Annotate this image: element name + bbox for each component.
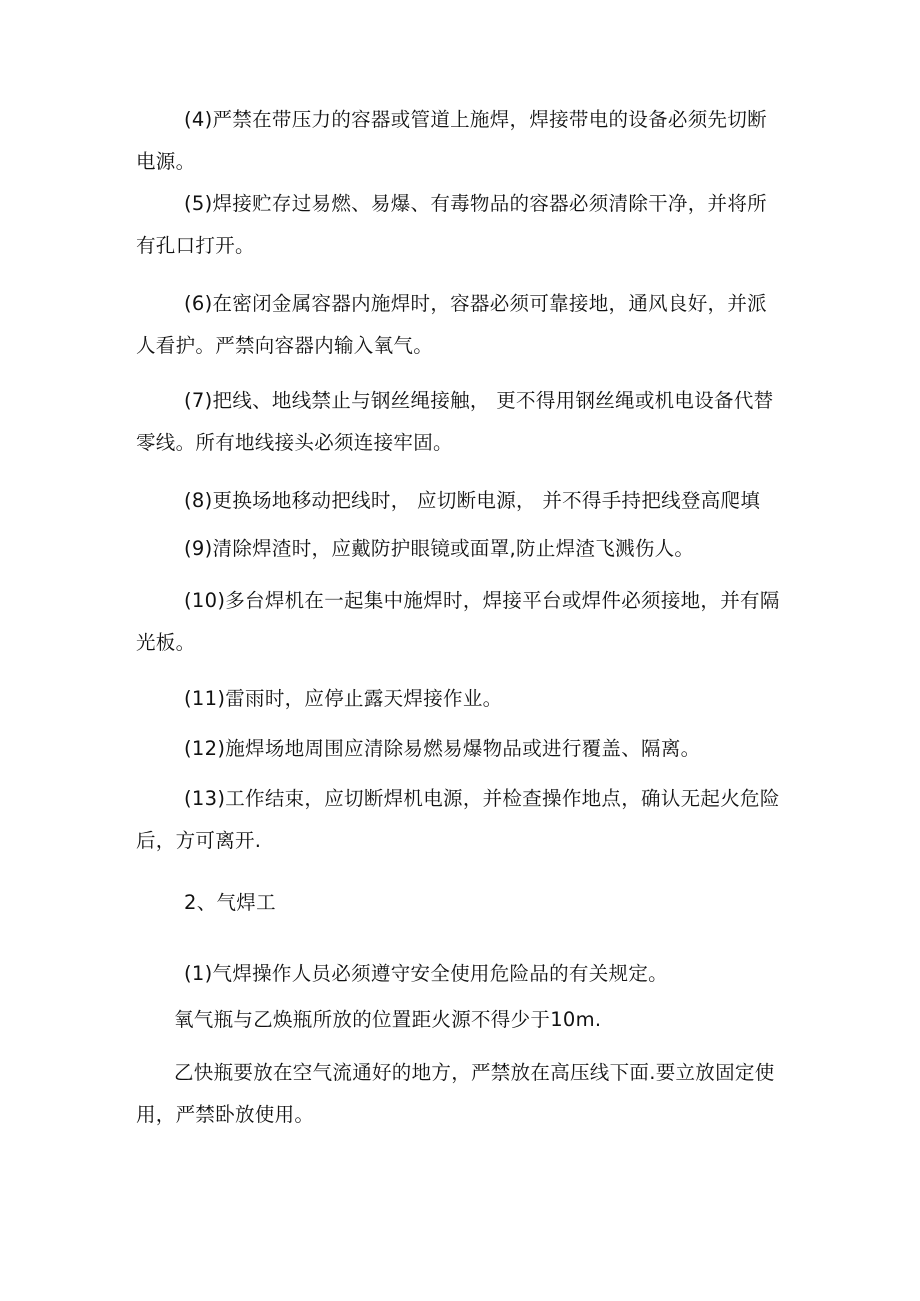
- paragraph-line: (12)施焊场地周围应清除易燃易爆物品或进行覆盖、隔离。: [184, 737, 701, 760]
- paragraph-13: [136, 778, 784, 862]
- paragraph-line: 乙快瓶要放在空气流通好的地方，严禁放在高压线下面.要立放固定使: [174, 1061, 775, 1084]
- paragraph-line: (13)工作结束，应切断焊机电源，并检查操作地点，确认无起火危险: [184, 787, 780, 810]
- paragraph-line: (11)雷雨时，应停止露天焊接作业。: [184, 687, 503, 710]
- paragraph-line: 后，方可离开.: [136, 829, 262, 852]
- paragraph-line: (9)清除焊渣时，应戴防护眼镜或面罩,防止焊渣飞溅伤人。: [184, 537, 695, 560]
- paragraph-7: [136, 380, 784, 464]
- paragraph-6: [136, 283, 784, 367]
- paragraph-line: (6)在密闭金属容器内施焊时，容器必须可靠接地，通风良好，并派: [184, 292, 767, 315]
- paragraph-line: (10)多台焊机在一起集中施焊时，焊接平台或焊件必须接地，并有隔: [184, 589, 780, 612]
- paragraph-line: 有孔口打开。: [136, 234, 255, 257]
- paragraph-line: (1)气焊操作人员必须遵守安全使用危险品的有关规定。: [184, 962, 668, 985]
- paragraph-oxygen-distance: [136, 999, 784, 1041]
- paragraph-4: [136, 99, 784, 183]
- paragraph-line: (5)焊接贮存过易燃、易爆、有毒物品的容器必须清除干净，并将所: [184, 192, 767, 215]
- paragraph-9: [136, 528, 784, 570]
- paragraph-line: (8)更换场地移动把线时， 应切断电源， 并不得手持把线登高爬填: [184, 489, 761, 512]
- paragraph-line: 光板。: [136, 631, 196, 654]
- paragraph-gas-1: [136, 953, 784, 995]
- paragraph-line: 人看护。严禁向容器内输入氧气。: [136, 334, 434, 357]
- paragraph-line: (4)严禁在带压力的容器或管道上施焊，焊接带电的设备必须先切断: [184, 108, 767, 131]
- paragraph-12: [136, 728, 784, 770]
- paragraph-line: 电源。: [136, 150, 196, 173]
- paragraph-11: [136, 678, 784, 720]
- section-heading: 2、气焊工: [184, 891, 276, 914]
- paragraph-line: 氧气瓶与乙焕瓶所放的位置距火源不得少于10m.: [174, 1008, 602, 1031]
- paragraph-line: 零线。所有地线接头必须连接牢固。: [136, 431, 453, 454]
- paragraph-line: 用，严禁卧放使用。: [136, 1103, 315, 1126]
- paragraph-5: [136, 183, 784, 267]
- paragraph-10: [136, 580, 784, 664]
- paragraph-8: [136, 480, 784, 522]
- paragraph-line: (7)把线、地线禁止与钢丝绳接触， 更不得用钢丝绳或机电设备代替: [184, 389, 774, 412]
- section-heading-gas-welder: [136, 882, 784, 924]
- paragraph-acetylene: [136, 1052, 784, 1136]
